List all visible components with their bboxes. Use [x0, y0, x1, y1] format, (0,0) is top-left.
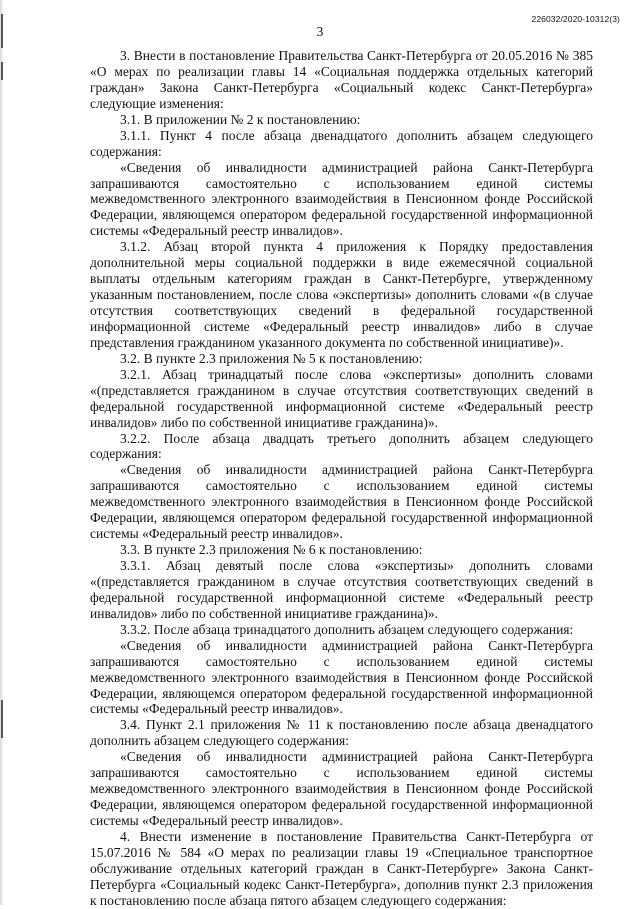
paragraph: 3.3.2. После абзаца тринадцатого дополнить абзацем следующего содержания:: [120, 621, 574, 637]
paragraph: «Сведения об инвалидности администрацией района Санкт-Петербурга запрашиваются самостоятельно с использованием единой системы межведомственного электронного взаимодействия в Пенсионном фонде Российской Федерации, являющемся оператором федеральной государственной информационной системы «Федеральный реестр инвалидов».: [90, 749, 593, 828]
scan-mark: [1, 700, 3, 738]
paragraph: 3.3. В пункте 2.3 приложения № 6 к постановлению:: [120, 542, 423, 558]
paragraph: 3.2. В пункте 2.3 приложения № 5 к постановлению:: [120, 350, 423, 366]
paragraph: «Сведения об инвалидности администрацией района Санкт-Петербурга запрашиваются самостоятельно с использованием единой системы межведомственного электронного взаимодействия в Пенсионном фонде Российской Федерации, являющемся оператором федеральной государственной информационной системы «Федеральный реестр инвалидов».: [90, 462, 593, 542]
paragraph: 3.1.1. Пункт 4 после абзаца двенадцатого дополнить абзацем следующего содержания:: [90, 127, 593, 159]
scan-mark: [1, 62, 3, 80]
document-code: 226032/2020-10312(3): [531, 14, 620, 24]
paragraph: «Сведения об инвалидности администрацией района Санкт-Петербурга запрашиваются самостоятельно с использованием единой системы межведомственного электронного взаимодействия в Пенсионном фонде Российской Федерации, являющемся оператором федеральной государственной информационной системы «Федеральный реестр инвалидов».: [90, 159, 593, 239]
paragraph: 3.1.2. Абзац второй пункта 4 приложения к Порядку предоставления дополнительной меры социальной поддержки в виде ежемесячной социальной выплаты отдельным категориям граждан в Санкт-Петербурге, утвержденному указанным постановлением, после слова «экспертизы» дополнить словами «(в случае отсутствия соответствующих сведений в федеральной государственной информационной системе «Федеральный реестр инвалидов» либо в случае представления гражданином указанного документа по собственной инициативе)».: [90, 239, 593, 350]
scan-edge: [0, 0, 3, 905]
paragraph: «Сведения об инвалидности администрацией района Санкт-Петербурга запрашиваются самостоятельно с использованием единой системы межведомственного электронного взаимодействия в Пенсионном фонде Российской Федерации, являющемся оператором федеральной государственной информационной системы «Федеральный реестр инвалидов».: [90, 637, 593, 717]
paragraph: 4. Внести изменение в постановление Правительства Санкт-Петербурга от 15.07.2016 № 584 «О мерах по реализации главы 19 «Специальное транспортное обслуживание отдельных категорий граждан в Санкт-Петербурге» Закона Санкт-Петербурга «Социальный кодекс Санкт-Петербурга», дополнив пункт 2.3 приложения к постановлению после абзаца пятого абзацем следующего содержания:: [90, 828, 593, 908]
paragraph: 3.3.1. Абзац девятый после слова «экспертизы» дополнить словами «(представляется гражданином в случае отсутствия соответствующих сведений в федеральной государственной информационной системе «Федеральный реестр инвалидов» либо по собственной инициативе гражданина)».: [90, 558, 593, 621]
paragraph: 3.2.1. Абзац тринадцатый после слова «экспертизы» дополнить словами «(представляется гражданином в случае отсутствия соответствующих сведений в федеральной государственной информационной системе «Федеральный реестр инвалидов» либо по собственной инициативе гражданина)».: [90, 366, 593, 430]
paragraph: 3.2.2. После абзаца двадцать третьего дополнить абзацем следующего содержания:: [90, 430, 593, 462]
paragraph: 3. Внести в постановление Правительства Санкт-Петербурга от 20.05.2016 № 385 «О мерах по реализации главы 14 «Социальная поддержка отдельных категорий граждан» Закона Санкт-Петербурга «Социальный кодекс Санкт-Петербурга» следующие изменения:: [90, 48, 593, 111]
document-body: [90, 48, 593, 909]
paragraph: 3.1. В приложении № 2 к постановлению:: [120, 111, 361, 127]
paragraph: 3.4. Пункт 2.1 приложения № 11 к постановлению после абзаца двенадцатого дополнить абзацем следующего содержания:: [90, 717, 593, 749]
page-number: 3: [316, 24, 324, 39]
